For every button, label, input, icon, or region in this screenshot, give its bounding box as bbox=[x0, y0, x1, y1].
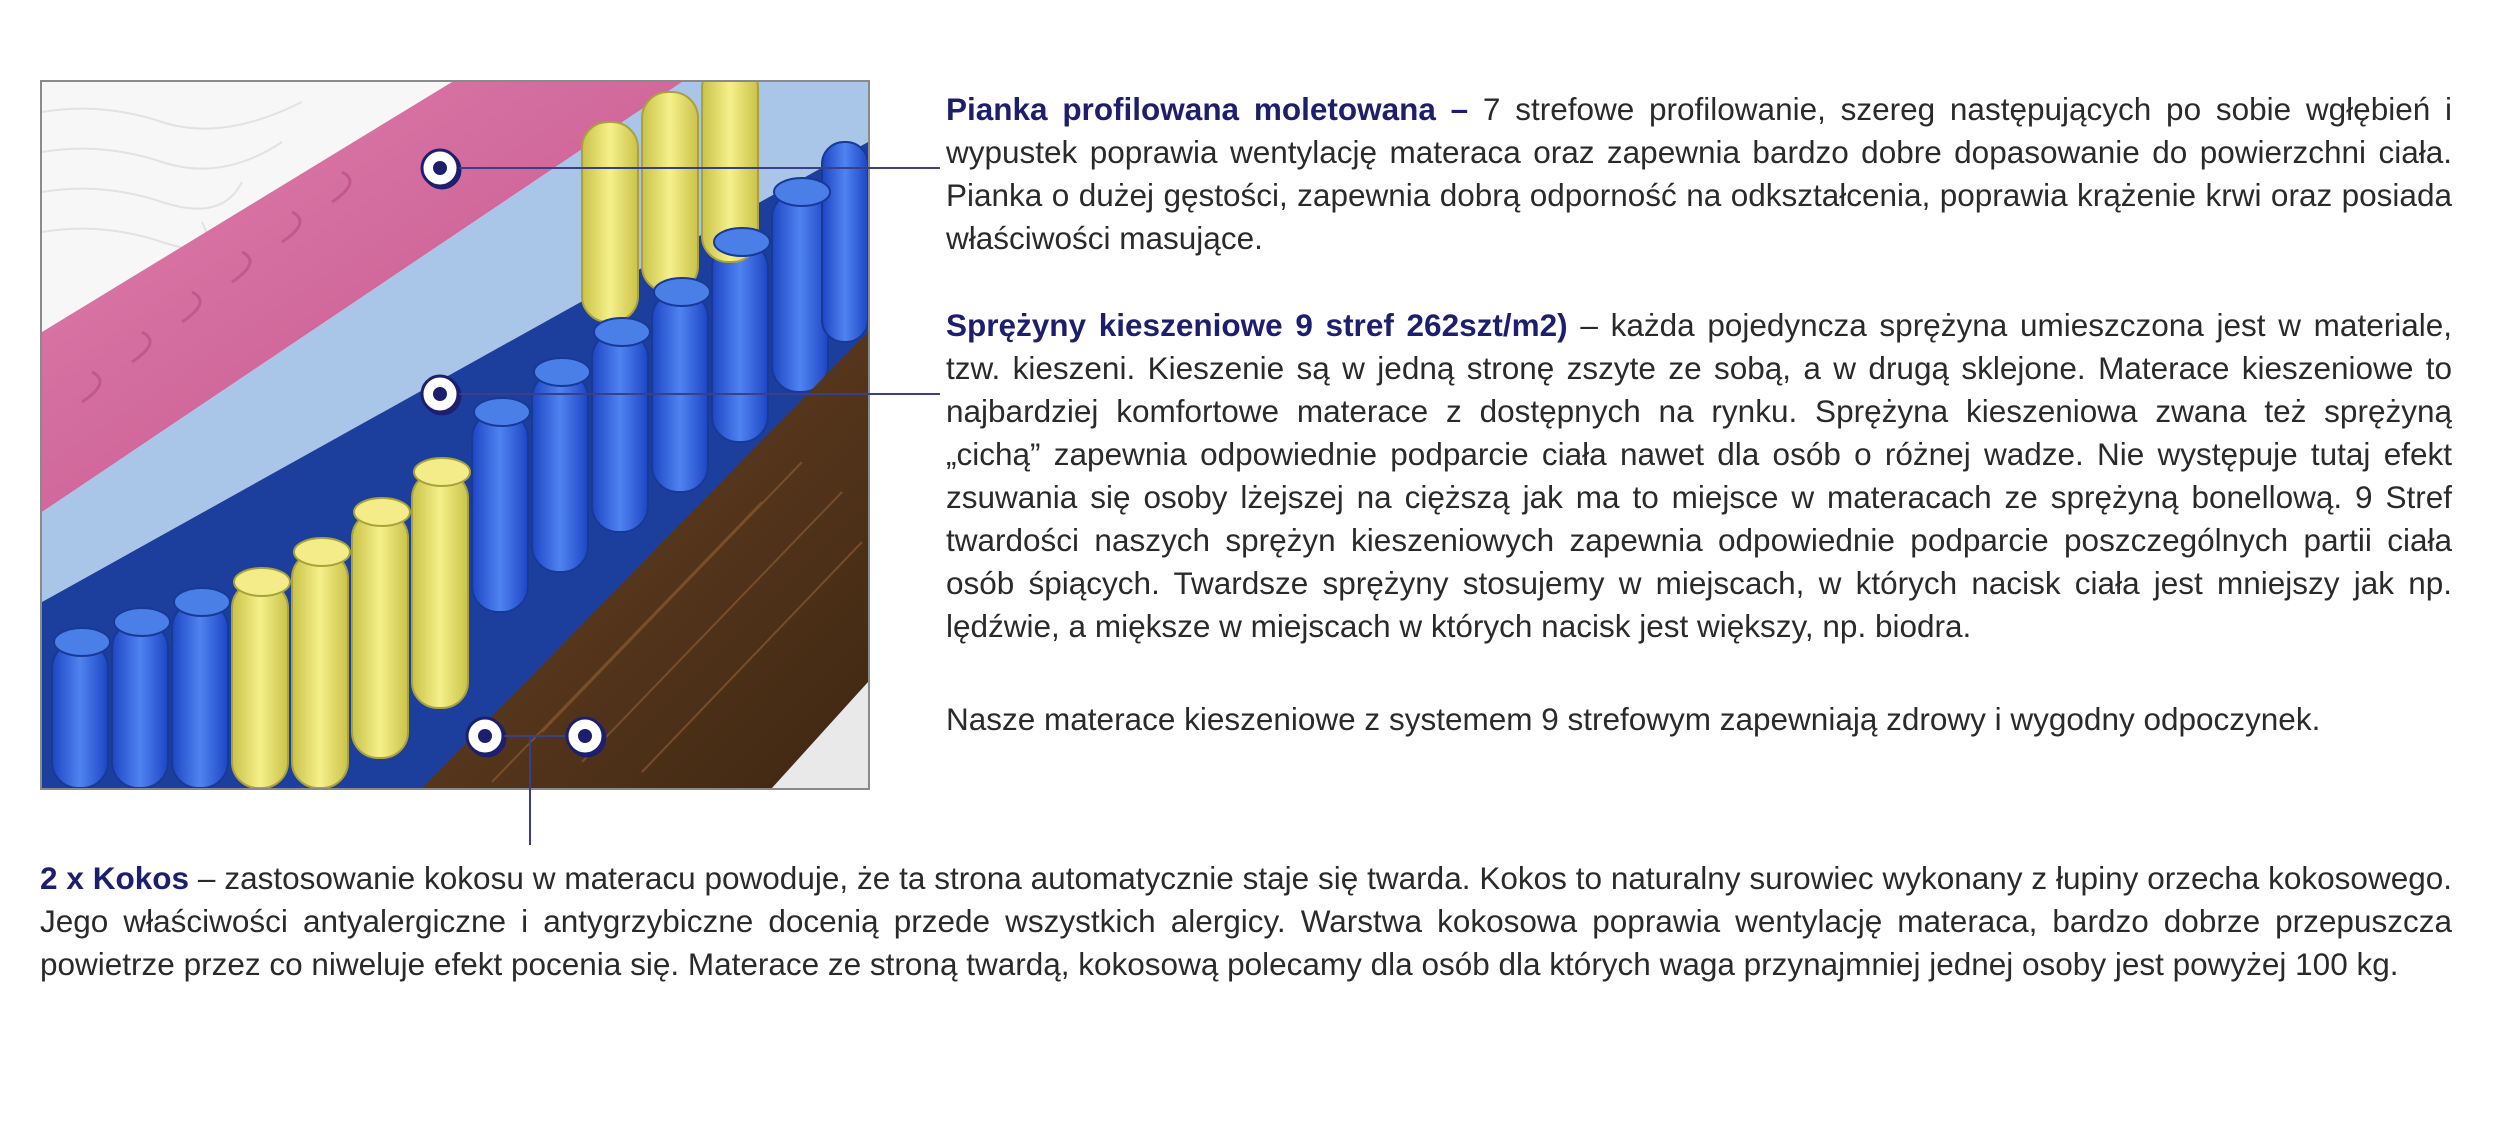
springs-description bbox=[946, 304, 2452, 648]
foam-body: 7 strefowe profilowanie, szereg następujących po sobie wgłębień i wypustek poprawia wentylację materaca oraz zapewnia bardzo dobre dopasowanie do powierzchni ciała. Pianka o dużej gęstości, zapewnia dobrą odporność na odkształcenia, poprawia krążenie krwi oraz posiada właściwości masujące. bbox=[946, 91, 2453, 256]
springs-dash: – bbox=[1567, 307, 1611, 343]
springs-body: każda pojedyncza sprężyna umieszczona jest w materiale, tzw. kieszeni. Kieszenie są w jedną stronę zszyte ze sobą, a w drugą sklejone. Materace kieszeniowe to najbardziej komfortowe materace z dostępnych na rynku. Sprężyna kieszeniowa zwana też sprężyną „cichą” zapewnia odpowiednie podparcie ciała nawet dla osób o różnej wadze. Nie występuje tutaj efekt zsuwania się osoby lżejszej na cięższą jak ma to miejsce w materacach ze sprężyną bonellową. 9 Stref twardości naszych sprężyn kieszeniowych zapewnia odpowiednie podparcie poszczególnych partii ciała osób śpiących. Twardsze sprężyny stosujemy w miejscach, w których nacisk ciała jest mniejszy jak np. lędźwie, a miększe w miejscach w których nacisk jest większy, np. biodra. bbox=[946, 307, 2452, 644]
coconut-body: zastosowanie kokosu w materacu powoduje, że ta strona automatycznie staje się twarda. Kokos to naturalny surowiec wykonany z łupiny orzecha kokosowego. Jego właściwości antyalergiczne i antygrzybiczne docenią przede wszystkich alergicy. Warstwa kokosowa poprawia wentylację materaca, bardzo dobrze przepuszcza powietrze przez co niweluje efekt pocenia się. Materace ze stroną twardą, kokosową polecamy dla osób dla których waga przynajmniej jednej osoby jest powyżej 100 kg. bbox=[40, 860, 2453, 982]
mattress-cross-section-image bbox=[40, 80, 870, 790]
foam-description bbox=[946, 88, 2452, 260]
foam-heading: Pianka profilowana moletowana bbox=[946, 91, 1436, 127]
coconut-heading: 2 x Kokos bbox=[40, 860, 190, 896]
foam-dash: – bbox=[1435, 91, 1483, 127]
summary-text: Nasze materace kieszeniowe z systemem 9 strefowym zapewniają zdrowy i wygodny odpoczynek. bbox=[946, 701, 2321, 737]
coconut-dash: – bbox=[189, 860, 225, 896]
coconut-description bbox=[40, 857, 2452, 986]
mattress-layers-illustration bbox=[42, 82, 868, 788]
springs-heading: Sprężyny kieszeniowe 9 stref 262szt/m2) bbox=[946, 307, 1568, 343]
